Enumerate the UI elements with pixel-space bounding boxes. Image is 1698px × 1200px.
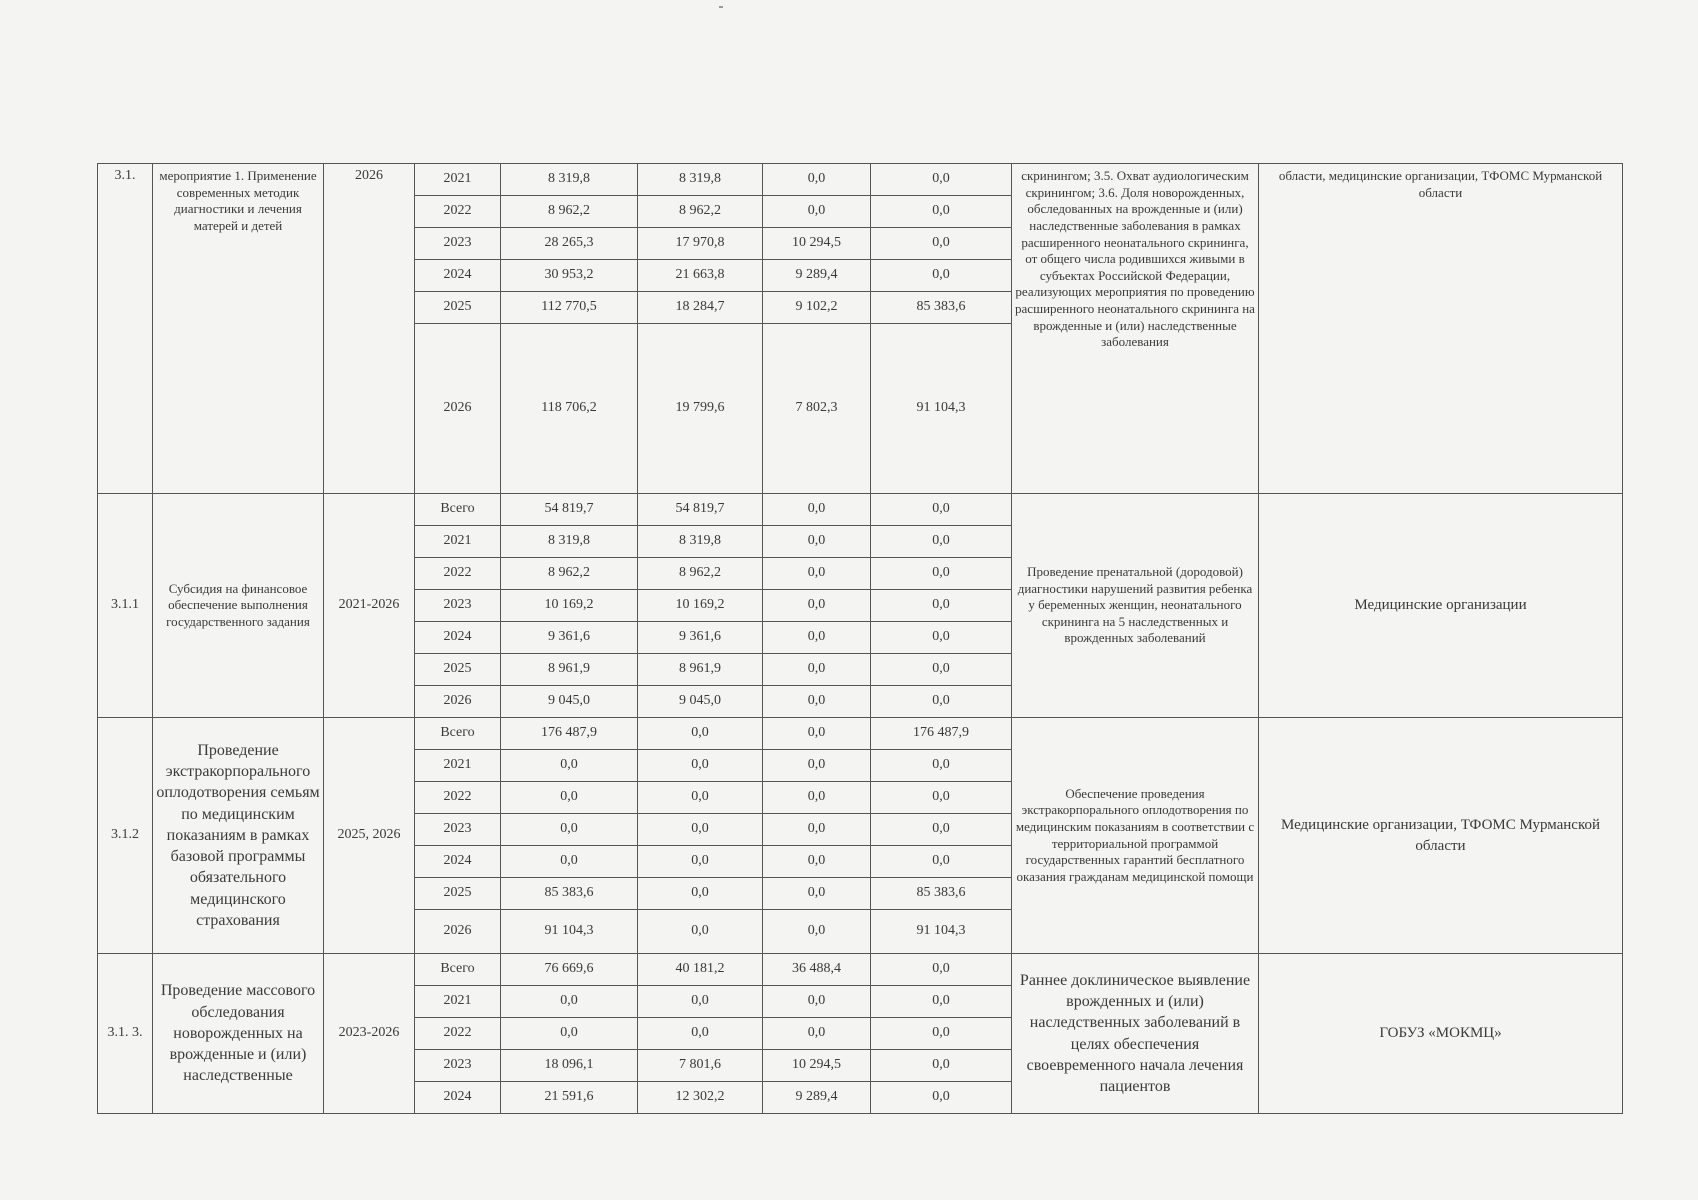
tfoms-cell: 91 104,3 (871, 910, 1012, 954)
federal-budget-cell: 36 488,4 (763, 954, 871, 986)
federal-budget-cell: 0,0 (763, 494, 871, 526)
regional-budget-cell: 8 319,8 (638, 164, 763, 196)
year-cell: Всего (415, 954, 501, 986)
total-cell: 76 669,6 (501, 954, 638, 986)
table-row (98, 954, 1623, 986)
item-number-cell: 3.1.2 (98, 718, 153, 954)
regional-budget-cell: 54 819,7 (638, 494, 763, 526)
item-number-cell: 3.1. (98, 164, 153, 494)
federal-budget-cell: 9 102,2 (763, 292, 871, 324)
regional-budget-cell: 0,0 (638, 814, 763, 846)
regional-budget-cell: 0,0 (638, 910, 763, 954)
year-cell: 2025 (415, 654, 501, 686)
expected-result-cell: Раннее доклиническое выявление врожденных и (или) наследственных заболеваний в целях обеспечения своевременного начала лечения пациентов (1012, 954, 1259, 1114)
federal-budget-cell: 0,0 (763, 164, 871, 196)
total-cell: 8 319,8 (501, 526, 638, 558)
regional-budget-cell: 0,0 (638, 1018, 763, 1050)
year-cell: 2021 (415, 986, 501, 1018)
tfoms-cell: 0,0 (871, 196, 1012, 228)
federal-budget-cell: 0,0 (763, 526, 871, 558)
regional-budget-cell: 21 663,8 (638, 260, 763, 292)
tfoms-cell: 0,0 (871, 260, 1012, 292)
federal-budget-cell: 0,0 (763, 654, 871, 686)
regional-budget-cell: 0,0 (638, 986, 763, 1018)
total-cell: 10 169,2 (501, 590, 638, 622)
total-cell: 0,0 (501, 782, 638, 814)
executor-cell: Медицинские организации, ТФОМС Мурманской области (1259, 718, 1623, 954)
year-cell: 2022 (415, 1018, 501, 1050)
total-cell: 85 383,6 (501, 878, 638, 910)
year-cell: Всего (415, 494, 501, 526)
total-cell: 9 361,6 (501, 622, 638, 654)
federal-budget-cell: 0,0 (763, 782, 871, 814)
year-cell: 2021 (415, 526, 501, 558)
federal-budget-cell: 0,0 (763, 558, 871, 590)
tfoms-cell: 0,0 (871, 1018, 1012, 1050)
tfoms-cell: 0,0 (871, 164, 1012, 196)
year-cell: 2023 (415, 814, 501, 846)
tfoms-cell: 0,0 (871, 494, 1012, 526)
total-cell: 112 770,5 (501, 292, 638, 324)
tfoms-cell: 85 383,6 (871, 292, 1012, 324)
table-row (98, 164, 1623, 196)
tfoms-cell: 176 487,9 (871, 718, 1012, 750)
year-cell: 2023 (415, 590, 501, 622)
total-cell: 8 319,8 (501, 164, 638, 196)
year-cell: 2026 (415, 910, 501, 954)
federal-budget-cell: 10 294,5 (763, 1050, 871, 1082)
regional-budget-cell: 40 181,2 (638, 954, 763, 986)
total-cell: 54 819,7 (501, 494, 638, 526)
federal-budget-cell: 0,0 (763, 878, 871, 910)
federal-budget-cell: 0,0 (763, 1018, 871, 1050)
year-cell: 2026 (415, 686, 501, 718)
regional-budget-cell: 0,0 (638, 878, 763, 910)
federal-budget-cell: 9 289,4 (763, 1082, 871, 1114)
year-cell: 2022 (415, 782, 501, 814)
regional-budget-cell: 9 361,6 (638, 622, 763, 654)
total-cell: 18 096,1 (501, 1050, 638, 1082)
tfoms-cell: 0,0 (871, 622, 1012, 654)
tfoms-cell: 0,0 (871, 846, 1012, 878)
total-cell: 8 961,9 (501, 654, 638, 686)
year-cell: 2023 (415, 1050, 501, 1082)
program-funding-table (97, 163, 1623, 1114)
regional-budget-cell: 0,0 (638, 750, 763, 782)
federal-budget-cell: 0,0 (763, 686, 871, 718)
regional-budget-cell: 9 045,0 (638, 686, 763, 718)
regional-budget-cell: 10 169,2 (638, 590, 763, 622)
total-cell: 0,0 (501, 846, 638, 878)
regional-budget-cell: 19 799,6 (638, 324, 763, 494)
year-cell: 2024 (415, 1082, 501, 1114)
item-name-cell: Проведение массового обследования новорожденных на врожденные и (или) наследственные (153, 954, 324, 1114)
regional-budget-cell: 0,0 (638, 782, 763, 814)
year-cell: 2023 (415, 228, 501, 260)
regional-budget-cell: 0,0 (638, 718, 763, 750)
period-cell: 2023-2026 (324, 954, 415, 1114)
federal-budget-cell: 0,0 (763, 590, 871, 622)
expected-result-cell: Проведение пренатальной (дородовой) диагностики нарушений развития ребенка у беременных женщин, неонатального скрининга на 5 наследственных и врожденных заболеваний (1012, 494, 1259, 718)
year-cell: 2026 (415, 324, 501, 494)
total-cell: 0,0 (501, 986, 638, 1018)
period-cell: 2025, 2026 (324, 718, 415, 954)
total-cell: 9 045,0 (501, 686, 638, 718)
period-cell: 2026 (324, 164, 415, 494)
year-cell: 2021 (415, 164, 501, 196)
tfoms-cell: 0,0 (871, 954, 1012, 986)
year-cell: 2022 (415, 196, 501, 228)
total-cell: 0,0 (501, 814, 638, 846)
item-name-cell: мероприятие 1. Применение современных методик диагностики и лечения матерей и детей (153, 164, 324, 494)
regional-budget-cell: 12 302,2 (638, 1082, 763, 1114)
federal-budget-cell: 10 294,5 (763, 228, 871, 260)
total-cell: 0,0 (501, 750, 638, 782)
tfoms-cell: 0,0 (871, 228, 1012, 260)
federal-budget-cell: 0,0 (763, 814, 871, 846)
executor-cell: области, медицинские организации, ТФОМС Мурманской области (1259, 164, 1623, 494)
executor-cell: ГОБУЗ «МОКМЦ» (1259, 954, 1623, 1114)
tfoms-cell: 0,0 (871, 1082, 1012, 1114)
federal-budget-cell: 0,0 (763, 750, 871, 782)
total-cell: 28 265,3 (501, 228, 638, 260)
item-name-cell: Субсидия на финансовое обеспечение выполнения государственного задания (153, 494, 324, 718)
federal-budget-cell: 0,0 (763, 622, 871, 654)
period-cell: 2021-2026 (324, 494, 415, 718)
total-cell: 30 953,2 (501, 260, 638, 292)
table-row (98, 718, 1623, 750)
executor-cell: Медицинские организации (1259, 494, 1623, 718)
total-cell: 8 962,2 (501, 196, 638, 228)
federal-budget-cell: 7 802,3 (763, 324, 871, 494)
table-body (98, 164, 1623, 1114)
item-number-cell: 3.1.1 (98, 494, 153, 718)
regional-budget-cell: 8 962,2 (638, 558, 763, 590)
year-cell: 2025 (415, 878, 501, 910)
federal-budget-cell: 0,0 (763, 846, 871, 878)
expected-result-cell: Обеспечение проведения экстракорпорального оплодотворения по медицинским показаниям в соответствии с территориальной программой государственных гарантий бесплатного оказания гражданам медицинской помощи (1012, 718, 1259, 954)
expected-result-cell: скринингом; 3.5. Охват аудиологическим скринингом; 3.6. Доля новорожденных, обследованных на врожденные и (или) наследственные заболевания в рамках расширенного неонатального скрининга, от общего числа родившихся живыми в субъектах Российской Федерации, реализующих мероприятия по проведению расширенного неонатального скрининга на врожденные и (или) наследственные заболевания (1012, 164, 1259, 494)
regional-budget-cell: 7 801,6 (638, 1050, 763, 1082)
total-cell: 176 487,9 (501, 718, 638, 750)
regional-budget-cell: 17 970,8 (638, 228, 763, 260)
table-row (98, 494, 1623, 526)
tfoms-cell: 0,0 (871, 526, 1012, 558)
page-dot-mark (719, 6, 723, 8)
regional-budget-cell: 18 284,7 (638, 292, 763, 324)
federal-budget-cell: 0,0 (763, 910, 871, 954)
tfoms-cell: 91 104,3 (871, 324, 1012, 494)
regional-budget-cell: 8 962,2 (638, 196, 763, 228)
regional-budget-cell: 8 319,8 (638, 526, 763, 558)
year-cell: Всего (415, 718, 501, 750)
tfoms-cell: 85 383,6 (871, 878, 1012, 910)
total-cell: 0,0 (501, 1018, 638, 1050)
tfoms-cell: 0,0 (871, 558, 1012, 590)
tfoms-cell: 0,0 (871, 686, 1012, 718)
tfoms-cell: 0,0 (871, 1050, 1012, 1082)
tfoms-cell: 0,0 (871, 814, 1012, 846)
total-cell: 118 706,2 (501, 324, 638, 494)
total-cell: 21 591,6 (501, 1082, 638, 1114)
year-cell: 2022 (415, 558, 501, 590)
year-cell: 2021 (415, 750, 501, 782)
federal-budget-cell: 0,0 (763, 718, 871, 750)
tfoms-cell: 0,0 (871, 654, 1012, 686)
year-cell: 2025 (415, 292, 501, 324)
total-cell: 8 962,2 (501, 558, 638, 590)
total-cell: 91 104,3 (501, 910, 638, 954)
tfoms-cell: 0,0 (871, 986, 1012, 1018)
regional-budget-cell: 0,0 (638, 846, 763, 878)
federal-budget-cell: 0,0 (763, 196, 871, 228)
year-cell: 2024 (415, 846, 501, 878)
federal-budget-cell: 0,0 (763, 986, 871, 1018)
year-cell: 2024 (415, 260, 501, 292)
tfoms-cell: 0,0 (871, 750, 1012, 782)
tfoms-cell: 0,0 (871, 590, 1012, 622)
tfoms-cell: 0,0 (871, 782, 1012, 814)
year-cell: 2024 (415, 622, 501, 654)
item-number-cell: 3.1. 3. (98, 954, 153, 1114)
federal-budget-cell: 9 289,4 (763, 260, 871, 292)
regional-budget-cell: 8 961,9 (638, 654, 763, 686)
item-name-cell: Проведение экстракорпорального оплодотворения семьям по медицинским показаниям в рамках базовой программы обязательного медицинского страхования (153, 718, 324, 954)
